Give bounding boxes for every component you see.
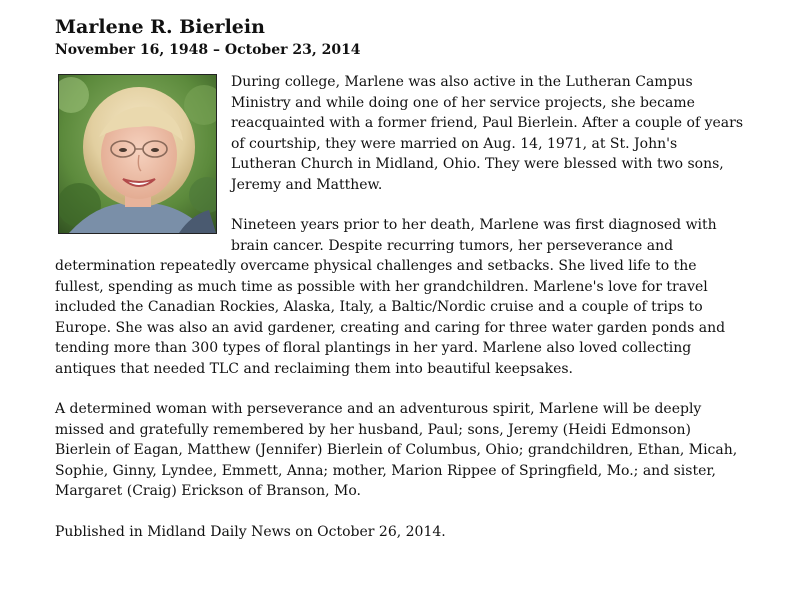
obituary-document xyxy=(55,14,745,562)
obituary-paragraph: A determined woman with perseverance and an adventurous spirit, Marlene will be deeply missed and gratefully remembered by her husband, Paul; sons, Jeremy (Heidi Edmonson) Bierlein of Eagan, Matthew (Jennifer) Bierlein of Columbus, Ohio; grandchildren, Ethan, Micah, Sophie, Ginny, Lyndee, Emmett, Anna; mother, Marion Rippee of Springfield, Mo.; and sister, Margaret (Craig) Erickson of Branson, Mo. xyxy=(55,401,738,499)
obituary-dates: November 16, 1948 – October 23, 2014 xyxy=(55,42,361,58)
publication-note: Published in Midland Daily News on October 26, 2014. xyxy=(55,523,446,540)
obituary-name: Marlene R. Bierlein xyxy=(55,16,265,38)
obituary-paragraph: During college, Marlene was also active in the Lutheran Campus Ministry and while doing one of her service projects, she became reacquainted with a former friend, Paul Bierlein. After a couple of years of courtship, they were married on Aug. 14, 1971, at St. John's Lutheran Church in Midland, Ohio. They were blessed with two sons, Jeremy and Matthew. xyxy=(231,74,743,193)
portrait-photo xyxy=(58,74,217,234)
obituary-paragraph: Nineteen years prior to her death, Marlene was first diagnosed with brain cancer. Despite recurring tumors, her perseverance and determination repeatedly overcame physical challenges and setbacks. She lived life to the fullest, spending as much time as possible with her grandchildren. Marlene's love for travel included the Canadian Rockies, Alaska, Italy, a Baltic/Nordic cruise and a couple of trips to Europe. She was also an avid gardener, creating and caring for three water garden ponds and tending more than 300 types of floral plantings in her yard. Marlene also loved collecting antiques that needed TLC and reclaiming them into beautiful keepsakes. xyxy=(55,217,726,377)
